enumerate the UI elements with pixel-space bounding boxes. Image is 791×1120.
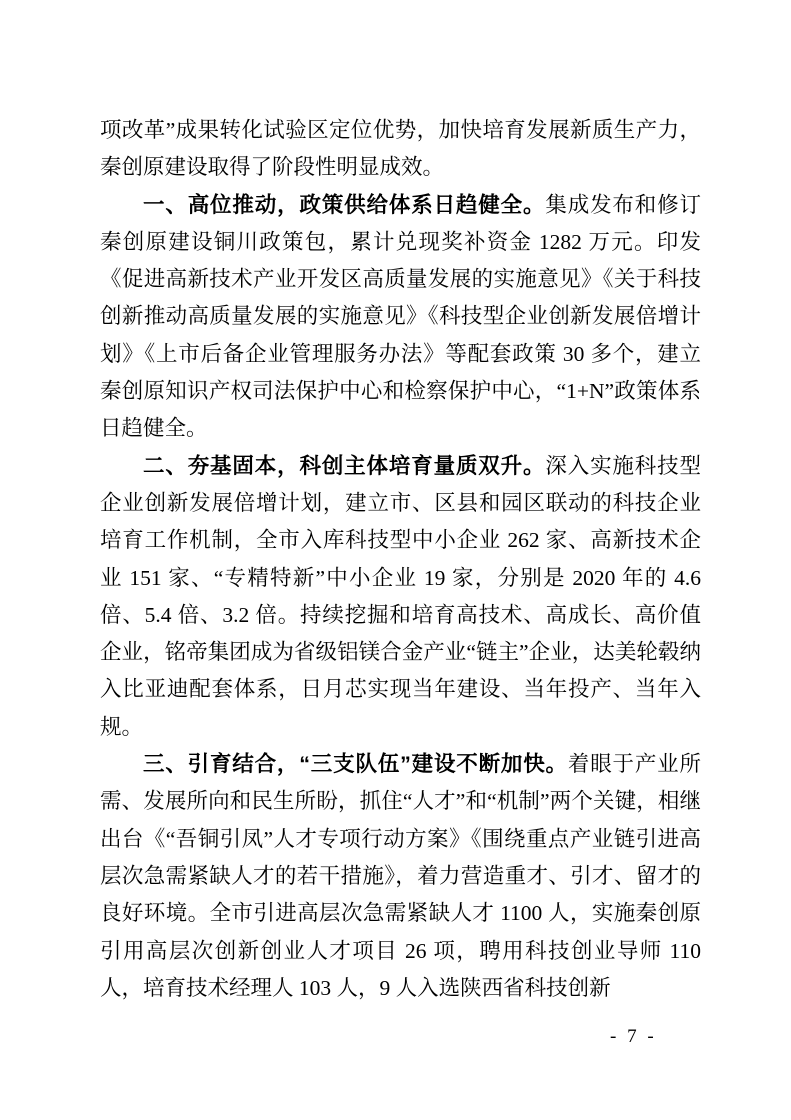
paragraph-section-3 [100,746,701,1007]
page-number: - 7 - [610,1026,657,1047]
paragraph-section-1 [100,187,701,448]
paragraph-continuation [100,112,701,187]
section-3-text: 着眼于产业所需、发展所向和民生所盼，抓住“人才”和“机制”两个关键，相继出台《“吾铜引凤”人才专项行动方案》《围绕重点产业链引进高层次急需紧缺人才的若干措施》，着力营造重才、引才、留才的良好环境。全市引进高层次急需紧缺人才 1100 人，实施秦创原引用高层次创新创业人才项目 26 项，聘用科技创业导师 110 人，培育技术经理人 103 人，9 人入选陕西省科技创新 [100,752,701,1000]
section-2-text: 深入实施科技型企业创新发展倍增计划，建立市、区县和园区联动的科技企业培育工作机制，全市入库科技型中小企业 262 家、高新技术企业 151 家、“专精特新”中小企业 19 家，分别是 2020 年的 4.6 倍、5.4 倍、3.2 倍。持续挖掘和培育高技术、高成长、高价值企业，铭帝集团成为省级铝镁合金产业“链主”企业，达美轮毂纳入比亚迪配套体系，日月芯实现当年建设、当年投产、当年入规。 [100,453,701,739]
section-1-text: 集成发布和修订秦创原建设铜川政策包，累计兑现奖补资金 1282 万元。印发《促进高新技术产业开发区高质量发展的实施意见》《关于科技创新推动高质量发展的实施意见》《科技型企业创新发展倍增计划》《上市后备企业管理服务办法》等配套政策 30 多个，建立秦创原知识产权司法保护中心和检察保护中心，“1+N”政策体系日趋健全。 [100,192,701,441]
paragraph-continuation-text: 项改革”成果转化试验区定位优势，加快培育发展新质生产力，秦创原建设取得了阶段性明显成效。 [100,118,701,180]
section-1-heading: 一、高位推动，政策供给体系日趋健全。 [143,192,546,217]
paragraph-section-2 [100,448,701,746]
section-3-heading: 三、引育结合，“三支队伍”建设不断加快。 [143,752,568,777]
document-body [100,112,701,1007]
section-2-heading: 二、夯基固本，科创主体培育量质双升。 [143,453,546,478]
